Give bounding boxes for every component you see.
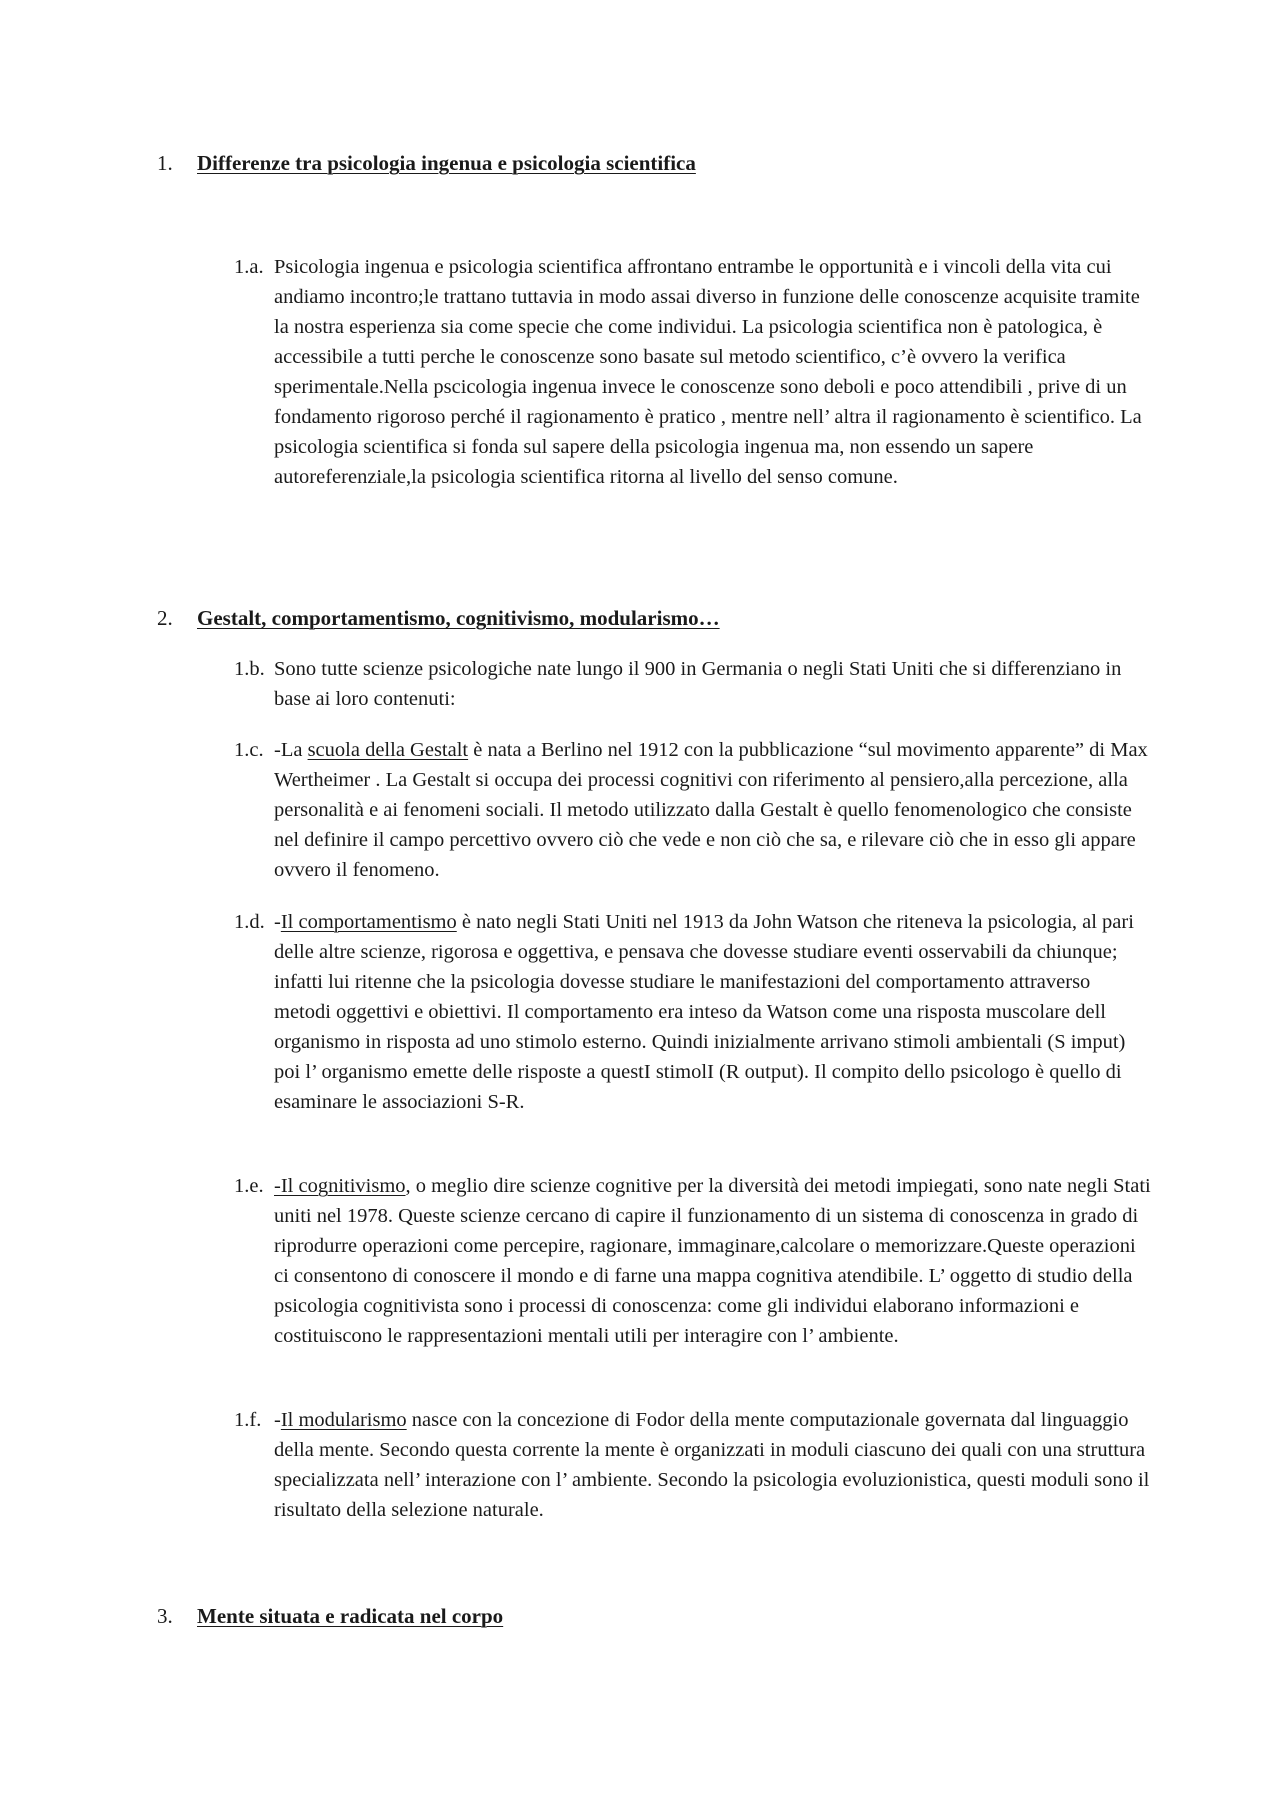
section-title: Gestalt, comportamentismo, cognitivismo, modularismo… [197,606,720,630]
section-title: Differenze tra psicologia ingenua e psicologia scientifica [197,151,696,175]
list-marker: 1.f. [234,1409,262,1431]
paragraph-prefix: - [274,911,281,933]
section-title: Mente situata e radicata nel corpo [197,1604,504,1628]
paragraph: Sono tutte scienze psicologiche nate lungo il 900 in Germania o negli Stati Uniti che si differenziano in base ai loro contenuti: [274,658,1122,710]
section-number: 1. [157,151,173,175]
list-marker: 1.e. [234,1175,264,1197]
list-item-1a [234,252,1152,492]
list-item-1f [234,1405,1152,1525]
term-comportamentismo: Il comportamentismo [280,911,457,933]
list-item-1e [234,1171,1152,1351]
paragraph-text: è nata a Berlino nel 1912 con la pubblicazione “sul movimento apparente” di Max Wertheimer . La Gestalt si occupa dei processi cognitivi con riferimento al pensiero,alla percezione, alla personalità e ai fenomeni sociali. Il metodo utilizzato dalla Gestalt è quello fenomenologico che consiste nel definire il campo percettivo ovvero ciò che vede e non ciò che sa, e rilevare ciò che in esso gli appare ovvero il fenomeno. [274,739,1148,881]
list-marker: 1.d. [234,911,265,933]
list-marker: 1.c. [234,739,264,761]
section-number: 3. [157,1604,173,1628]
paragraph-prefix: - [274,1409,281,1431]
paragraph [274,1405,1152,1525]
paragraph [274,735,1152,885]
list-marker: 1.b. [234,658,265,680]
paragraph [274,1171,1152,1351]
list-item-1b [234,654,1152,714]
list-item-1d [234,907,1152,1117]
list-item-1c [234,735,1152,885]
list-marker: 1.a. [234,256,264,278]
paragraph-prefix: -La [274,739,308,761]
paragraph-text: , o meglio dire scienze cognitive per la diversità dei metodi impiegati, sono nate negli Stati uniti nel 1978. Queste scienze cercano di capire il funzionamento di un sistema di conoscenza in grado di riprodurre operazioni come percepire, ragionare, immaginare,calcolare o memorizzare.Queste operazioni ci consentono di conoscere il mondo e di farne una mappa cognitiva atendibile. L’ oggetto di studio della psicologia cognitivista sono i processi di conoscenza: come gli individui elaborano informazioni e costituiscono le rappresentazioni mentali utili per interagire con l’ ambiente. [274,1175,1151,1347]
paragraph [274,907,1152,1117]
paragraph-text: nasce con la concezione di Fodor della mente computazionale governata dal linguaggio della mente. Secondo questa corrente la mente è organizzati in moduli ciascuno dei quali con una struttura specializzata nell’ interazione con l’ ambiente. Secondo la psicologia evoluzionistica, questi moduli sono il risultato della selezione naturale. [274,1409,1150,1521]
term-cognitivismo: -Il cognitivismo [274,1175,406,1197]
paragraph: Psicologia ingenua e psicologia scientifica affrontano entrambe le opportunità e i vincoli della vita cui andiamo incontro;le trattano tuttavia in modo assai diverso in funzione delle conoscenze acquisite tramite la nostra esperienza sia come specie che come individui. La psicologia scientifica non è patologica, è accessibile a tutti perche le conoscenze sono basate sul metodo scientifico, c’è ovvero la verifica sperimentale.Nella pscicologia ingenua invece le conoscenze sono deboli e poco attendibili , prive di un fondamento rigoroso perché il ragionamento è pratico , mentre nell’ altra il ragionamento è scientifico. La psicologia scientifica si fonda sul sapere della psicologia ingenua ma, non essendo un sapere autoreferenziale,la psicologia scientifica ritorna al livello del senso comune. [274,256,1142,488]
term-gestalt: scuola della Gestalt [307,739,469,761]
term-modularismo: Il modularismo [280,1409,407,1431]
section-number: 2. [157,606,173,630]
paragraph-text: è nato negli Stati Uniti nel 1913 da John Watson che riteneva la psicologia, al pari delle altre scienze, rigorosa e oggettiva, e pensava che dovesse studiare eventi osservabili da chiunque; infatti lui ritenne che la psicologia dovesse studiare le manifestazioni del comportamento attraverso metodi oggettivi e obiettivi. Il comportamento era inteso da Watson come una risposta muscolare dell organismo in risposta ad uno stimolo esterno. Quindi inizialmente arrivano stimoli ambientali (S imput) poi l’ organismo emette delle risposte a questI stimolI (R output). Il compito dello psicologo è quello di esaminare le associazioni S-R. [274,911,1134,1113]
